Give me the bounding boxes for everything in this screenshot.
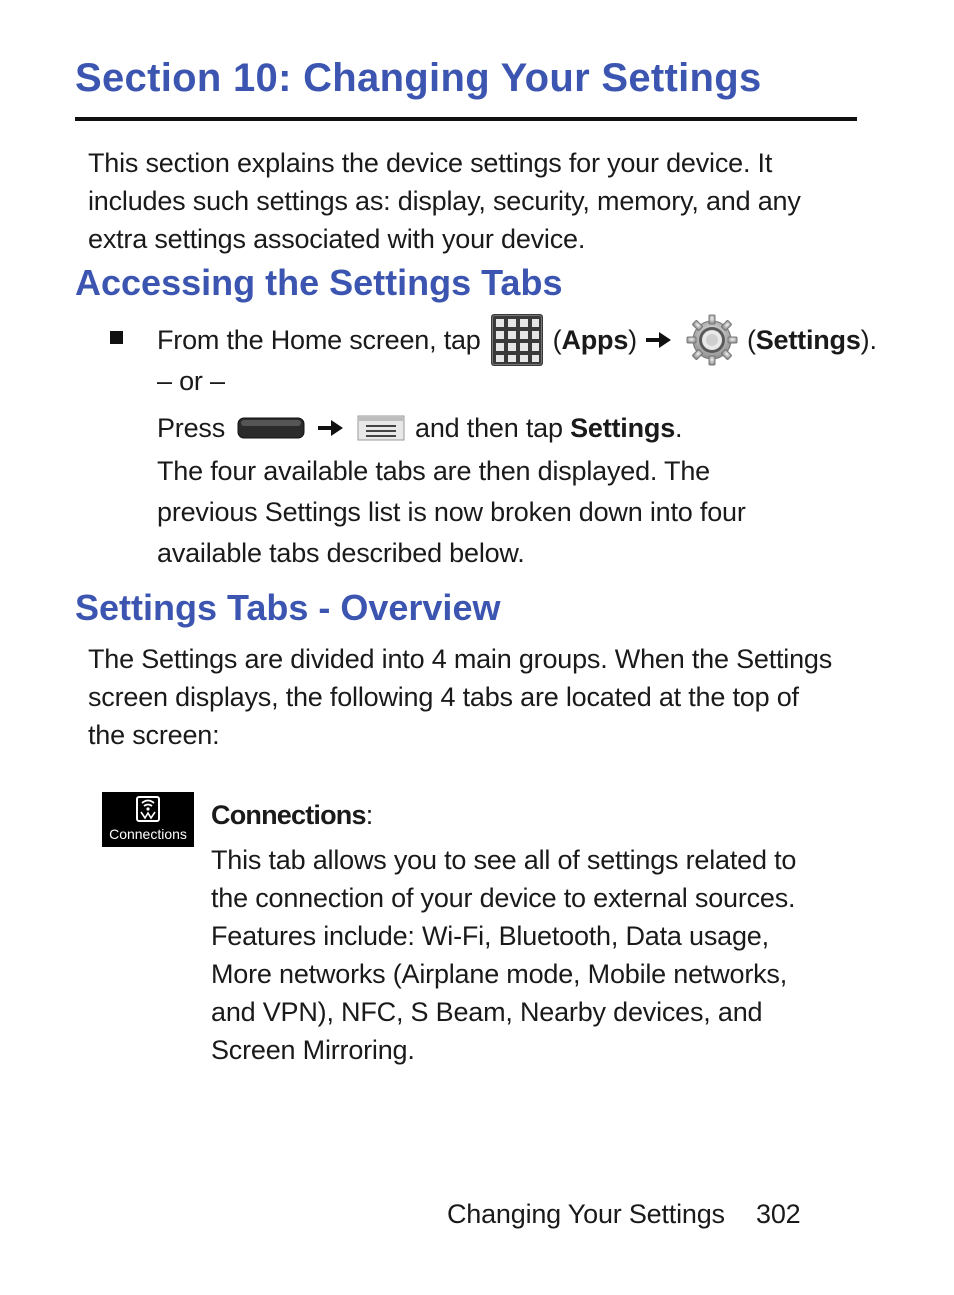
footer-title: Changing Your Settings (447, 1199, 725, 1229)
connections-icon (102, 792, 194, 826)
page-title: Section 10: Changing Your Settings (75, 56, 762, 100)
apps-grid-icon (491, 314, 543, 366)
intro-paragraph: This section explains the device settings for your device. It includes such settings as: display, security, memory, and any extra settings associated with your device. (88, 148, 801, 254)
settings-label: Settings (755, 325, 861, 355)
or-separator: – or – (157, 366, 225, 396)
menu-key-icon (237, 417, 305, 439)
press-text: Press (157, 413, 226, 443)
page-number: 302 (756, 1199, 801, 1229)
connections-description: This tab allows you to see all of settings related to the connection of your device to external sources. Features include: Wi-Fi, Bluetooth, Data usage, More networks (Airplane mode, Mobile networks, and VPN), NFC, S Beam, Nearby devices, and Screen Mirroring. (211, 845, 797, 1065)
then-tap-text: and then tap (415, 413, 563, 443)
bullet-prefix-text: From the Home screen, tap (157, 325, 481, 355)
settings-word: Settings (570, 413, 676, 443)
accessing-heading: Accessing the Settings Tabs (75, 262, 563, 303)
title-rule (75, 117, 857, 121)
settings-gear-icon (685, 313, 739, 367)
connections-tab-icon (102, 792, 194, 847)
press-line: Press and then tap Settings . (157, 408, 682, 448)
connections-icon-label: Connections (109, 826, 187, 842)
overview-heading: Settings Tabs - Overview (75, 587, 501, 628)
overview-paragraph: The Settings are divided into 4 main groups. When the Settings screen displays, the following 4 tabs are located at the top of the screen: (88, 644, 833, 750)
apps-label: Apps (561, 325, 629, 355)
right-arrow-icon (317, 417, 345, 439)
menu-lines-icon (357, 415, 405, 441)
connections-title-line: Connections: (211, 800, 374, 830)
bullet-square (110, 331, 123, 344)
right-arrow-icon (645, 329, 673, 351)
connections-title: Connections (211, 800, 366, 830)
tabs-description: The four available tabs are then displayed. The previous Settings list is now broken down into four available tabs described below. (157, 456, 746, 568)
bullet-line: From the Home screen, tap ( Apps ) ( Settings ). (157, 316, 877, 364)
